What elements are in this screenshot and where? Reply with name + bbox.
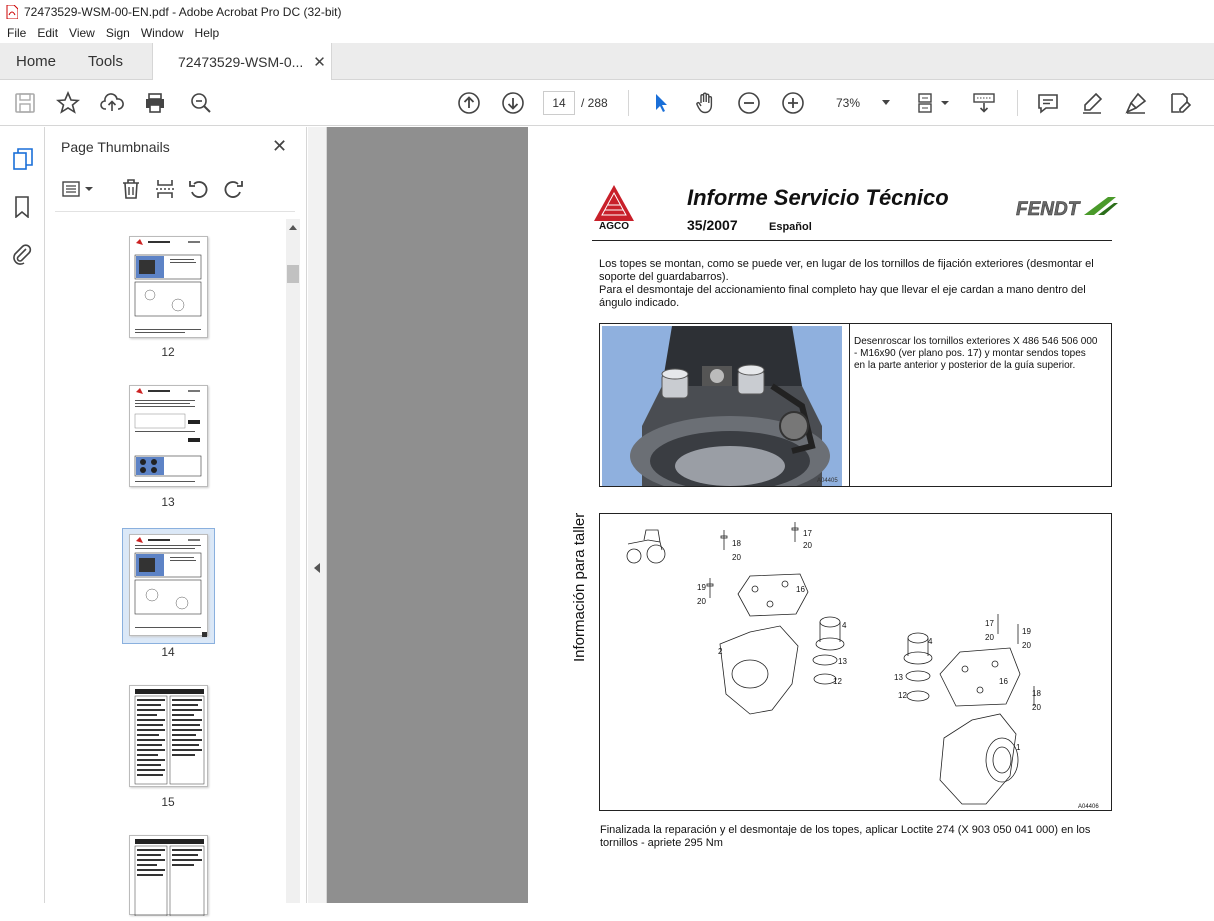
select-tool-button[interactable] <box>649 91 673 115</box>
callout-13: 13 <box>894 673 903 682</box>
callout-19: 19 <box>697 583 706 592</box>
edit-document-icon <box>1168 91 1192 115</box>
callout-12: 12 <box>833 677 842 686</box>
menu-view[interactable]: View <box>69 26 95 40</box>
pdf-file-icon <box>6 5 18 19</box>
pdf-page <box>528 127 1214 903</box>
scrollbar-thumb[interactable] <box>287 265 299 283</box>
sign-button[interactable] <box>1124 91 1148 115</box>
final-drive-photo <box>602 326 842 486</box>
delete-pages-button[interactable] <box>119 177 143 201</box>
menu-bar <box>0 23 1214 43</box>
star-icon <box>56 91 80 115</box>
callout-20: 20 <box>732 553 741 562</box>
fill-sign-button[interactable] <box>1168 91 1192 115</box>
tab-home[interactable] <box>16 43 56 80</box>
page-thumbnail-13[interactable] <box>129 385 208 487</box>
list-options-icon <box>61 177 95 201</box>
highlighter-pen-icon <box>1080 91 1104 115</box>
thumbnails-scrollbar[interactable] <box>286 219 300 903</box>
comment-icon <box>1036 91 1060 115</box>
close-tab-icon[interactable]: ✕ <box>313 54 326 71</box>
fendt-logo-text: FENDT <box>1016 199 1080 220</box>
cloud-upload-icon <box>100 91 124 115</box>
callout-20: 20 <box>803 541 812 550</box>
exploded-diagram-box <box>599 513 1112 811</box>
intro-line-2: Para el desmontaje del accionamiento final completo hay que llevar el eje cardan a mano dentro del ángulo indicado. <box>599 284 1086 309</box>
panel-collapse-splitter[interactable] <box>308 127 327 903</box>
callout-1: 1 <box>1016 743 1021 752</box>
highlight-button[interactable] <box>1080 91 1104 115</box>
thumbnail-label-13: 13 <box>161 495 175 509</box>
menu-sign[interactable]: Sign <box>105 26 130 40</box>
tab-bar <box>0 43 1214 80</box>
arrow-down-circle-icon <box>501 91 525 115</box>
thumbnail-preview <box>130 535 209 637</box>
bookmark-star-button[interactable] <box>56 91 80 115</box>
hand-tool-button[interactable] <box>693 91 717 115</box>
trash-icon <box>119 177 143 201</box>
upload-button[interactable] <box>100 91 124 115</box>
window-title: 72473529-WSM-00-EN.pdf - Adobe Acrobat Pro DC (32-bit) <box>24 4 342 19</box>
photo-code: A04405 <box>817 478 838 484</box>
header-rule <box>592 240 1112 241</box>
callout-16: 16 <box>796 585 805 594</box>
page-view-mode-button[interactable] <box>916 91 952 115</box>
keyboard-scroll-icon <box>972 91 996 115</box>
zoom-search-button[interactable] <box>189 91 213 115</box>
thumbnail-preview <box>130 237 209 339</box>
zoom-in-button[interactable] <box>781 91 805 115</box>
zoom-select[interactable] <box>826 91 896 115</box>
page-thumbnail-12[interactable] <box>129 236 208 338</box>
callout-19: 19 <box>1022 627 1031 636</box>
thumbnail-options-button[interactable] <box>61 177 95 201</box>
fountain-pen-icon <box>1124 91 1148 115</box>
split-pages-icon <box>153 177 177 201</box>
cursor-arrow-icon <box>649 91 673 115</box>
tab-home-label: Home <box>16 53 57 70</box>
document-viewer[interactable] <box>327 127 1214 903</box>
page-thumbnails-icon[interactable] <box>12 147 34 171</box>
tab-document[interactable] <box>152 43 332 81</box>
page-thumbnail-16[interactable] <box>129 835 208 915</box>
thumbnail-label-14: 14 <box>161 645 175 659</box>
diagram-code: A04406 <box>1078 804 1099 810</box>
print-button[interactable] <box>143 91 167 115</box>
callout-18: 18 <box>1032 689 1041 698</box>
menu-file[interactable]: File <box>7 26 27 40</box>
side-label: Información para taller <box>571 512 588 662</box>
page-thumbnail-15[interactable] <box>129 685 208 787</box>
page-thumbnails-panel <box>45 127 307 903</box>
document-header-language: Español <box>769 221 812 233</box>
plus-circle-icon <box>781 91 805 115</box>
rotate-clockwise-icon <box>221 177 245 201</box>
callout-20: 20 <box>1032 703 1041 712</box>
menu-window[interactable]: Window <box>140 26 184 40</box>
next-page-button[interactable] <box>501 91 525 115</box>
callout-4: 4 <box>928 637 933 646</box>
exploded-parts-diagram <box>600 514 1111 810</box>
callout-18: 18 <box>732 539 741 548</box>
hand-icon <box>693 91 717 115</box>
comment-button[interactable] <box>1036 91 1060 115</box>
callout-12: 12 <box>898 691 907 700</box>
thumbnail-preview <box>130 686 209 788</box>
panel-title: Page Thumbnails <box>61 139 170 155</box>
tab-document-label: 72473529-WSM-0... <box>178 54 304 70</box>
bookmark-icon[interactable] <box>14 196 30 218</box>
save-icon <box>13 91 37 115</box>
callout-17: 17 <box>985 619 994 628</box>
menu-help[interactable]: Help <box>194 26 220 40</box>
footer-paragraph: Finalizada la reparación y el desmontaje de los topes, aplicar Loctite 274 (X 903 050 041 000) en los tornillos - apriete 295 Nm <box>600 824 1091 849</box>
printer-icon <box>143 91 167 115</box>
thumbnail-tools <box>59 177 299 205</box>
document-header-title: Informe Servicio Técnico <box>687 185 949 210</box>
thumbnail-label-12: 12 <box>161 345 175 359</box>
magnifier-icon <box>189 91 213 115</box>
attachment-paperclip-icon[interactable] <box>12 243 32 265</box>
tab-tools[interactable] <box>88 43 123 80</box>
scroll-up-arrow-icon[interactable] <box>289 225 297 230</box>
fendt-logo <box>1014 193 1118 221</box>
collapse-left-arrow-icon[interactable] <box>314 563 320 573</box>
total-pages: / 288 <box>581 96 608 110</box>
callout-17: 17 <box>803 529 812 538</box>
intro-paragraph <box>599 258 1119 310</box>
rotate-counterclockwise-icon <box>187 177 211 201</box>
scroll-mode-button[interactable] <box>972 91 996 115</box>
zoom-value: 73% <box>836 96 861 110</box>
agco-logo-text: AGCO <box>599 221 629 231</box>
close-panel-icon[interactable]: ✕ <box>272 136 288 156</box>
agco-logo <box>590 183 638 231</box>
thumbnail-preview <box>130 836 209 916</box>
callout-4: 4 <box>842 621 847 630</box>
step-description: Desenroscar los tornillos exteriores X 486 546 506 000 - M16x90 (ver plano pos. 17) y montar sendos topes en la parte anterior y posterior de la guía superior. <box>854 336 1098 371</box>
callout-2: 2 <box>718 647 723 656</box>
callout-20: 20 <box>697 597 706 606</box>
callout-20: 20 <box>1022 641 1031 650</box>
chevron-down-icon <box>882 100 890 105</box>
previous-page-button[interactable] <box>457 91 481 115</box>
step-box <box>599 323 1112 487</box>
callout-13: 13 <box>838 657 847 666</box>
arrow-up-circle-icon <box>457 91 481 115</box>
document-header-number: 35/2007 <box>687 217 738 233</box>
left-navigation-rail <box>0 127 45 903</box>
callout-16: 16 <box>999 677 1008 686</box>
current-page-value: 14 <box>552 96 566 110</box>
intro-line-1: Los topes se montan, como se puede ver, en lugar de los tornillos de fijación exteriores (desmontar el soporte del guardabarros). <box>599 258 1094 283</box>
zoom-out-button[interactable] <box>737 91 761 115</box>
tab-tools-label: Tools <box>88 53 124 70</box>
minus-circle-icon <box>737 91 761 115</box>
extract-pages-button[interactable] <box>153 177 177 201</box>
page-thumbnail-14[interactable] <box>129 534 208 636</box>
menu-edit[interactable]: Edit <box>37 26 59 40</box>
current-page-input[interactable] <box>543 91 575 115</box>
callout-20: 20 <box>985 633 994 642</box>
rotate-left-button[interactable] <box>187 177 211 201</box>
final-drive-photo-drawing <box>602 326 842 486</box>
page-fit-icon <box>916 91 952 115</box>
title-bar <box>0 0 1214 23</box>
save-button[interactable] <box>13 91 37 115</box>
rotate-right-button[interactable] <box>221 177 245 201</box>
thumbnail-label-15: 15 <box>161 795 175 809</box>
thumbnail-preview <box>130 386 209 488</box>
